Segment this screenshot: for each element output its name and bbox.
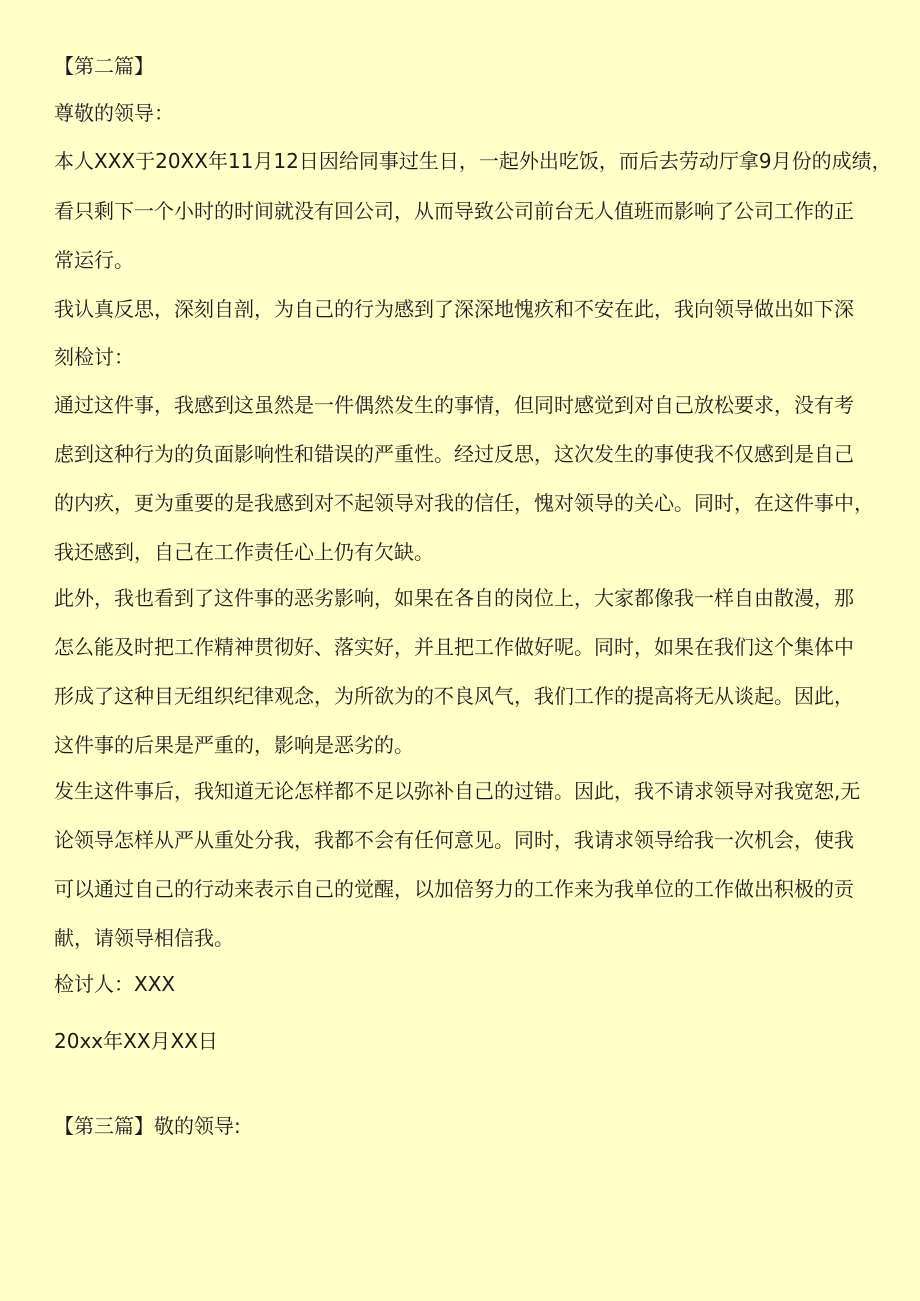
paragraph-line: 发生这件事后，我知道无论怎样都不足以弥补自己的过错。因此，我不请求领导对我宽恕,无 — [54, 779, 861, 803]
next-section-heading: 【第三篇】敬的领导: — [54, 1114, 241, 1138]
paragraph-line: 常运行。 — [54, 248, 134, 272]
paragraph-line: 我还感到，自己在工作责任心上仍有欠缺。 — [54, 540, 434, 564]
paragraph-line: 虑到这种行为的负面影响性和错误的严重性。经过反思，这次发生的事使我不仅感到是自己 — [54, 442, 854, 466]
paragraph-line: 形成了这种目无组织纪律观念，为所欲为的不良风气，我们工作的提高将无从谈起。因此， — [54, 684, 854, 708]
paragraph-line: 可以通过自己的行动来表示自己的觉醒，以加倍努力的工作来为我单位的工作做出积极的贡 — [54, 877, 854, 901]
paragraph-line: 刻检讨： — [54, 345, 134, 369]
paragraph-line: 的内疚，更为重要的是我感到对不起领导对我的信任，愧对领导的关心。同时，在这件事中， — [54, 491, 874, 515]
paragraph-line: 怎么能及时把工作精神贯彻好、落实好，并且把工作做好呢。同时，如果在我们这个集体中 — [54, 635, 854, 659]
paragraph-line: 我认真反思，深刻自剖，为自己的行为感到了深深地愧疚和不安在此，我向领导做出如下深 — [54, 297, 854, 321]
date: 20xx年XX月XX日 — [54, 1029, 218, 1053]
signer: 检讨人：XXX — [54, 972, 176, 996]
paragraph-line: 献，请领导相信我。 — [54, 926, 234, 950]
section-heading: 【第二篇】 — [54, 54, 154, 78]
paragraph-line: 通过这件事，我感到这虽然是一件偶然发生的事情，但同时感觉到对自己放松要求，没有考 — [54, 393, 854, 417]
paragraph-line: 看只剩下一个小时的时间就没有回公司，从而导致公司前台无人值班而影响了公司工作的正 — [54, 199, 854, 223]
paragraph-line: 本人XXX于20XX年11月12日因给同事过生日，一起外出吃饭，而后去劳动厅拿9月份的成绩， — [54, 149, 892, 173]
salutation: 尊敬的领导： — [54, 101, 174, 125]
paragraph-line: 论领导怎样从严从重处分我，我都不会有任何意见。同时，我请求领导给我一次机会，使我 — [54, 828, 854, 852]
paragraph-line: 这件事的后果是严重的，影响是恶劣的。 — [54, 733, 414, 757]
paragraph-line: 此外，我也看到了这件事的恶劣影响，如果在各自的岗位上，大家都像我一样自由散漫，那 — [54, 586, 854, 610]
